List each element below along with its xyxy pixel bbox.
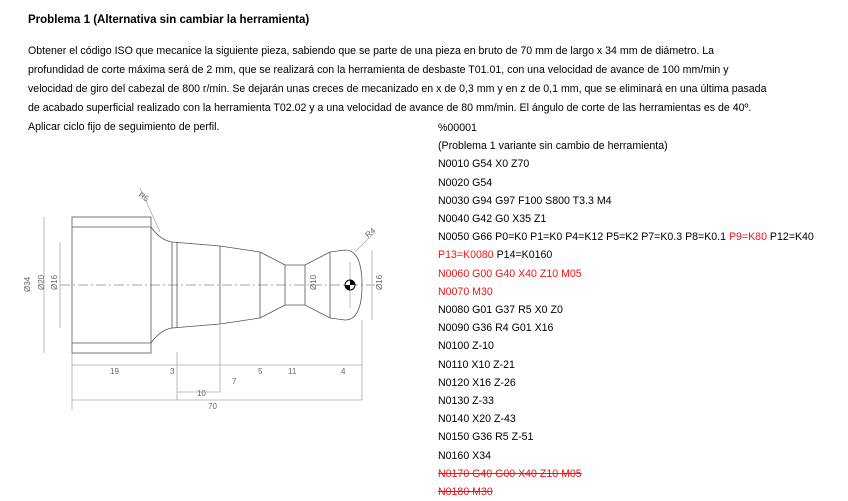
code-line: N0080 G01 G37 R5 X0 Z0 (438, 304, 563, 317)
code-segment: P14=K0160 (493, 249, 553, 262)
label-dia-16: Ø16 (50, 274, 59, 290)
code-line: N0030 G94 G97 F100 S800 T3.3 M4 (438, 194, 612, 207)
code-line: N0120 X16 Z-26 (438, 376, 516, 389)
label-r5: R5 (136, 190, 151, 204)
code-line: N0100 Z-10 (438, 340, 494, 353)
code-line: N0010 G54 X0 Z70 (438, 158, 530, 171)
code-segment-highlight: P9=K80 (728, 231, 767, 244)
statement-line: Aplicar ciclo fijo de seguimiento de perfil. (28, 121, 220, 133)
iso-code-listing (438, 119, 814, 501)
label-dia-10: Ø10 (309, 274, 318, 290)
code-line: N0020 G54 (438, 176, 493, 189)
label-dia-34: Ø34 (23, 276, 32, 292)
label-dim-70: 70 (208, 402, 217, 411)
code-line: N0090 G36 R4 G01 X16 (438, 322, 554, 335)
label-dia-16: Ø16 (375, 274, 384, 290)
code-segment-highlight: P13=K0080 (438, 249, 494, 262)
problem-title: Problema 1 (Alternativa sin cambiar la herramienta) (28, 14, 310, 26)
label-dim-4: 4 (341, 367, 346, 376)
label-dim-7: 7 (232, 377, 237, 386)
code-segment: P12=K40 (766, 231, 814, 244)
label-dia-20: Ø20 (37, 274, 46, 290)
code-line-struck: N0170 G40 G00 X40 Z10 M05 (438, 467, 582, 480)
statement-line: profundidad de corte máxima será de 2 mm, que se realizará con la herramienta de desbaste T01.01, con una velocidad de avance de 100 mm/min y (28, 64, 729, 76)
code-line (438, 246, 814, 264)
label-dim-19: 19 (110, 367, 119, 376)
code-line: (Problema 1 variante sin cambio de herramienta) (438, 140, 668, 153)
code-line (438, 228, 814, 246)
statement-line: Obtener el código ISO que mecanice la siguiente pieza, sabiendo que se parte de una pieza en bruto de 70 mm de largo x 34 mm de diámetro. La (28, 45, 715, 57)
statement-line: velocidad de giro del cabezal de 800 r/min. Se dejarán unas creces de mecanizado en x de 0,3 mm y en z de 0,1 mm, que se eliminará en una última pasada (28, 83, 767, 95)
code-segment: N0050 G66 P0=K0 P1=K0 P4=K12 P5=K2 P7=K0.3 P8=K0.1 (438, 231, 729, 244)
code-line: N0150 G36 R5 Z-51 (438, 431, 534, 444)
code-line: N0040 G42 G0 X35 Z1 (438, 213, 547, 226)
datum-symbol-icon (345, 280, 355, 290)
label-dim-3: 3 (170, 367, 175, 376)
label-r4: R4 (363, 226, 378, 240)
label-dim-5: 5 (258, 367, 263, 376)
code-line: N0110 X10 Z-21 (438, 358, 515, 371)
code-line: N0130 Z-33 (438, 395, 494, 408)
code-line: N0160 X34 (438, 449, 492, 462)
part-drawing (0, 178, 420, 418)
code-line: %00001 (438, 122, 477, 134)
code-line-highlight: N0060 G00 G40 X40 Z10 M05 (438, 267, 582, 280)
code-line: N0140 X20 Z-43 (438, 413, 516, 426)
label-dim-10: 10 (197, 389, 206, 398)
label-dim-11: 11 (288, 367, 297, 376)
code-line-highlight: N0070 M30 (438, 285, 493, 298)
statement-line: de acabado superficial realizado con la herramienta T02.02 y a una velocidad de avance de 80 mm/min. El ángulo de corte de las herramientas es de 40º. (28, 102, 752, 114)
code-line-struck: N0180 M30 (438, 486, 493, 499)
